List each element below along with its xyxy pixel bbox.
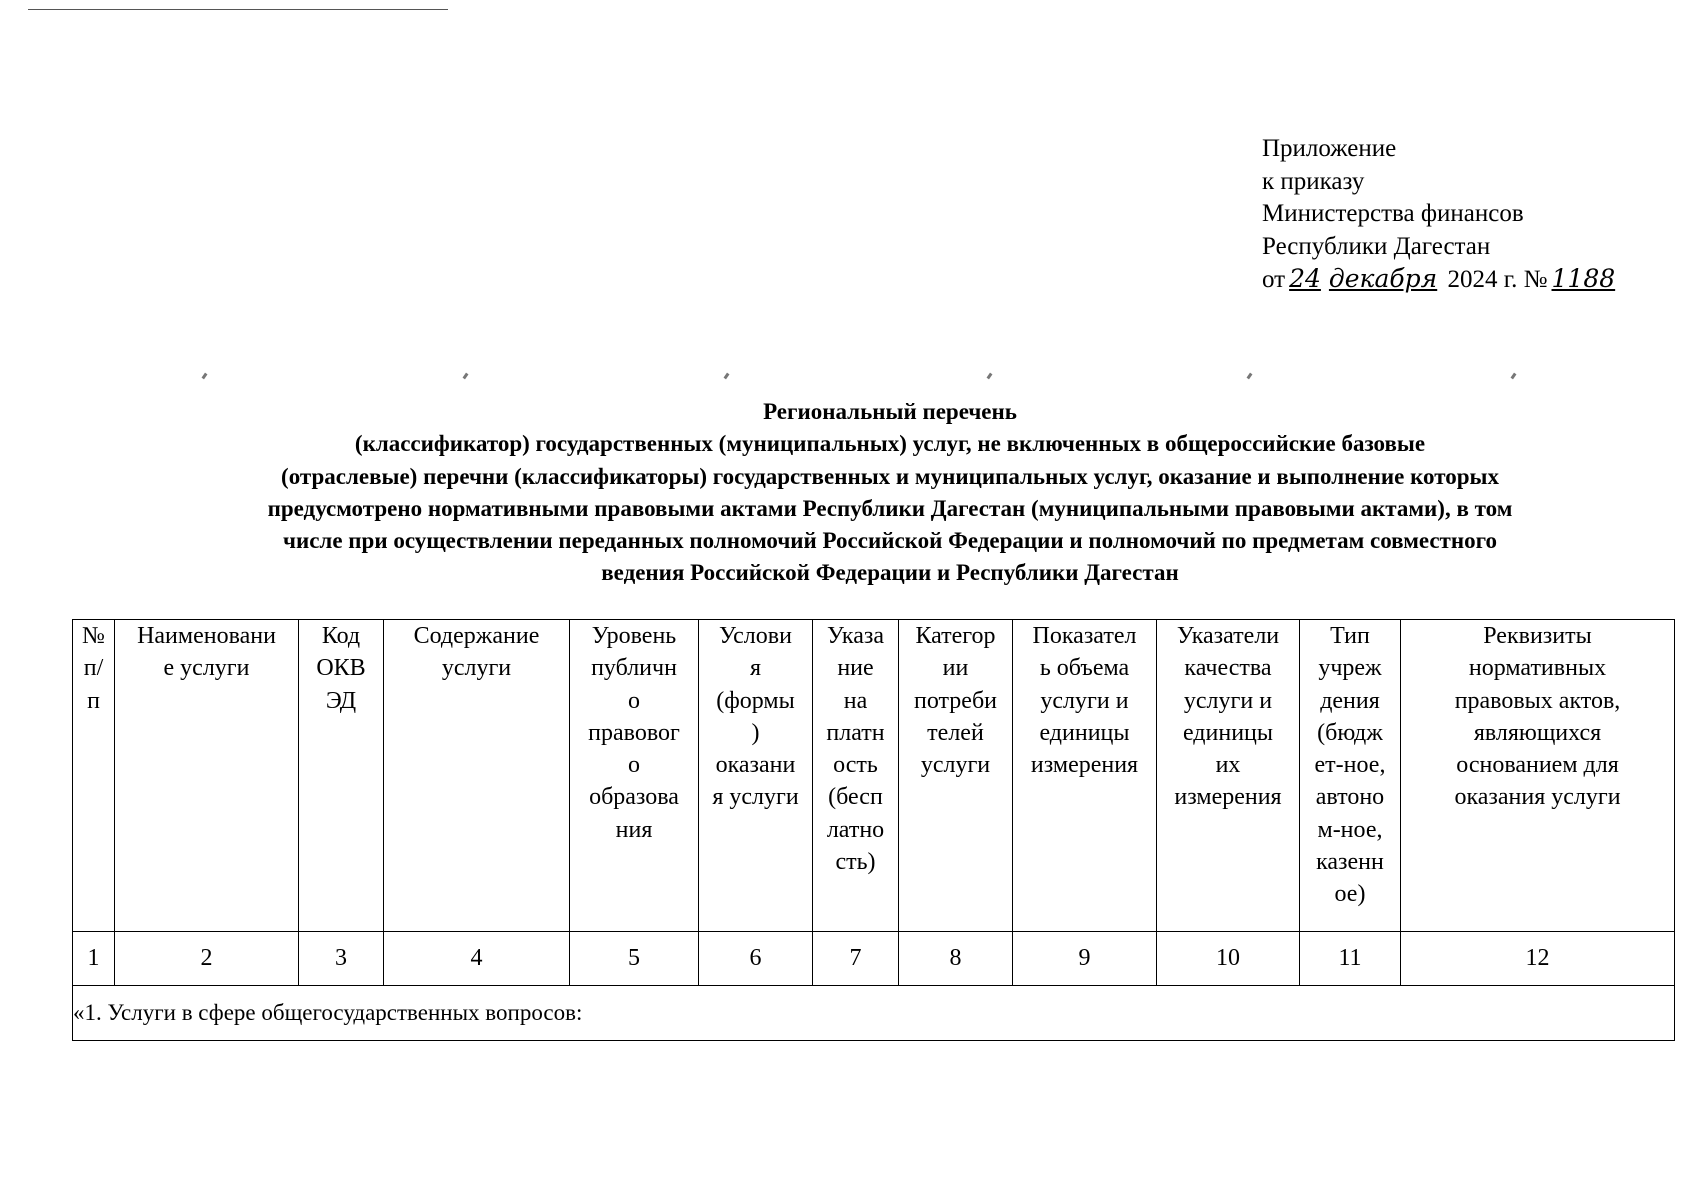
column-number: 8: [899, 932, 1013, 986]
header-cell-consumer-categories: Категор ии потреби телей услуги: [899, 620, 1013, 932]
header-cell-service-content: Содержание услуги: [384, 620, 570, 932]
order-date-line: [1262, 263, 1619, 297]
scan-speck: [202, 373, 208, 380]
column-number: 11: [1300, 932, 1401, 986]
header-cell-service-name: Наименовани е услуги: [115, 620, 299, 932]
column-number: 10: [1157, 932, 1300, 986]
appendix-line: к приказу: [1262, 167, 1365, 195]
section-row: [73, 986, 1675, 1041]
header-cell-payment: Указа ние на платн ость (бесп латно сть): [813, 620, 899, 932]
column-number-row: [73, 932, 1675, 986]
column-number: 7: [813, 932, 899, 986]
title-line: (классификатор) государственных (муниципальных) услуг, не включенных в общероссийские базовые: [354, 431, 1426, 457]
header-cell-okved-code: Код ОКВ ЭД: [299, 620, 384, 932]
header-cell-legal-acts: Реквизиты нормативных правовых актов, являющихся основанием для оказания услуги: [1401, 620, 1675, 932]
handwritten-month: декабря: [1328, 264, 1438, 293]
top-rule: [28, 9, 448, 10]
column-number: 2: [115, 932, 299, 986]
header-cell-number: № п/ п: [73, 620, 115, 932]
column-number: 12: [1401, 932, 1675, 986]
title-line: числе при осуществлении переданных полномочий Российской Федерации и полномочий по предметам совместного: [283, 528, 1497, 554]
handwritten-day: 24: [1289, 264, 1321, 293]
title-line: (отраслевые) перечни (классификаторы) государственных и муниципальных услуг, оказание и выполнение которых: [281, 463, 1499, 489]
appendix-block: [1262, 133, 1619, 297]
date-year: 2024 г. №: [1447, 266, 1548, 293]
header-cell-quality-indicators: Указатели качества услуги и единицы их измерения: [1157, 620, 1300, 932]
appendix-line: Приложение: [1262, 135, 1397, 162]
title-line: Региональный перечень: [763, 399, 1017, 424]
services-registry-table: [72, 619, 1675, 1041]
column-number: 9: [1013, 932, 1157, 986]
scan-speck: [987, 373, 993, 380]
handwritten-order-number: 1188: [1551, 264, 1616, 293]
column-number: 3: [299, 932, 384, 986]
title-line: предусмотрено нормативными правовыми актами Республики Дагестан (муниципальными правовыми актами), в том: [267, 495, 1513, 521]
column-number: 6: [699, 932, 813, 986]
scan-speck: [463, 373, 469, 380]
date-prefix: от: [1262, 266, 1286, 293]
scan-speck: [724, 373, 730, 380]
header-cell-volume-indicator: Показател ь объема услуги и единицы измерения: [1013, 620, 1157, 932]
section-heading: «1. Услуги в сфере общегосударственных вопросов:: [73, 986, 1675, 1041]
document-title: [110, 396, 1670, 590]
header-cell-conditions: Услови я (формы ) оказани я услуги: [699, 620, 813, 932]
header-cell-institution-type: Тип учреж дения (бюдж ет-ное, автоно м-ное, казенн ое): [1300, 620, 1401, 932]
scan-speck: [1247, 373, 1253, 380]
column-number: 4: [384, 932, 570, 986]
column-number: 1: [73, 932, 115, 986]
appendix-line: Министерства финансов: [1262, 200, 1524, 227]
header-row: [73, 620, 1675, 932]
column-number: 5: [570, 932, 699, 986]
title-line: ведения Российской Федерации и Республики Дагестан: [601, 560, 1179, 586]
header-cell-authority-level: Уровень публичн о правовог о образова ния: [570, 620, 699, 932]
appendix-line: Республики Дагестан: [1262, 232, 1491, 260]
scan-speck: [1511, 373, 1517, 380]
